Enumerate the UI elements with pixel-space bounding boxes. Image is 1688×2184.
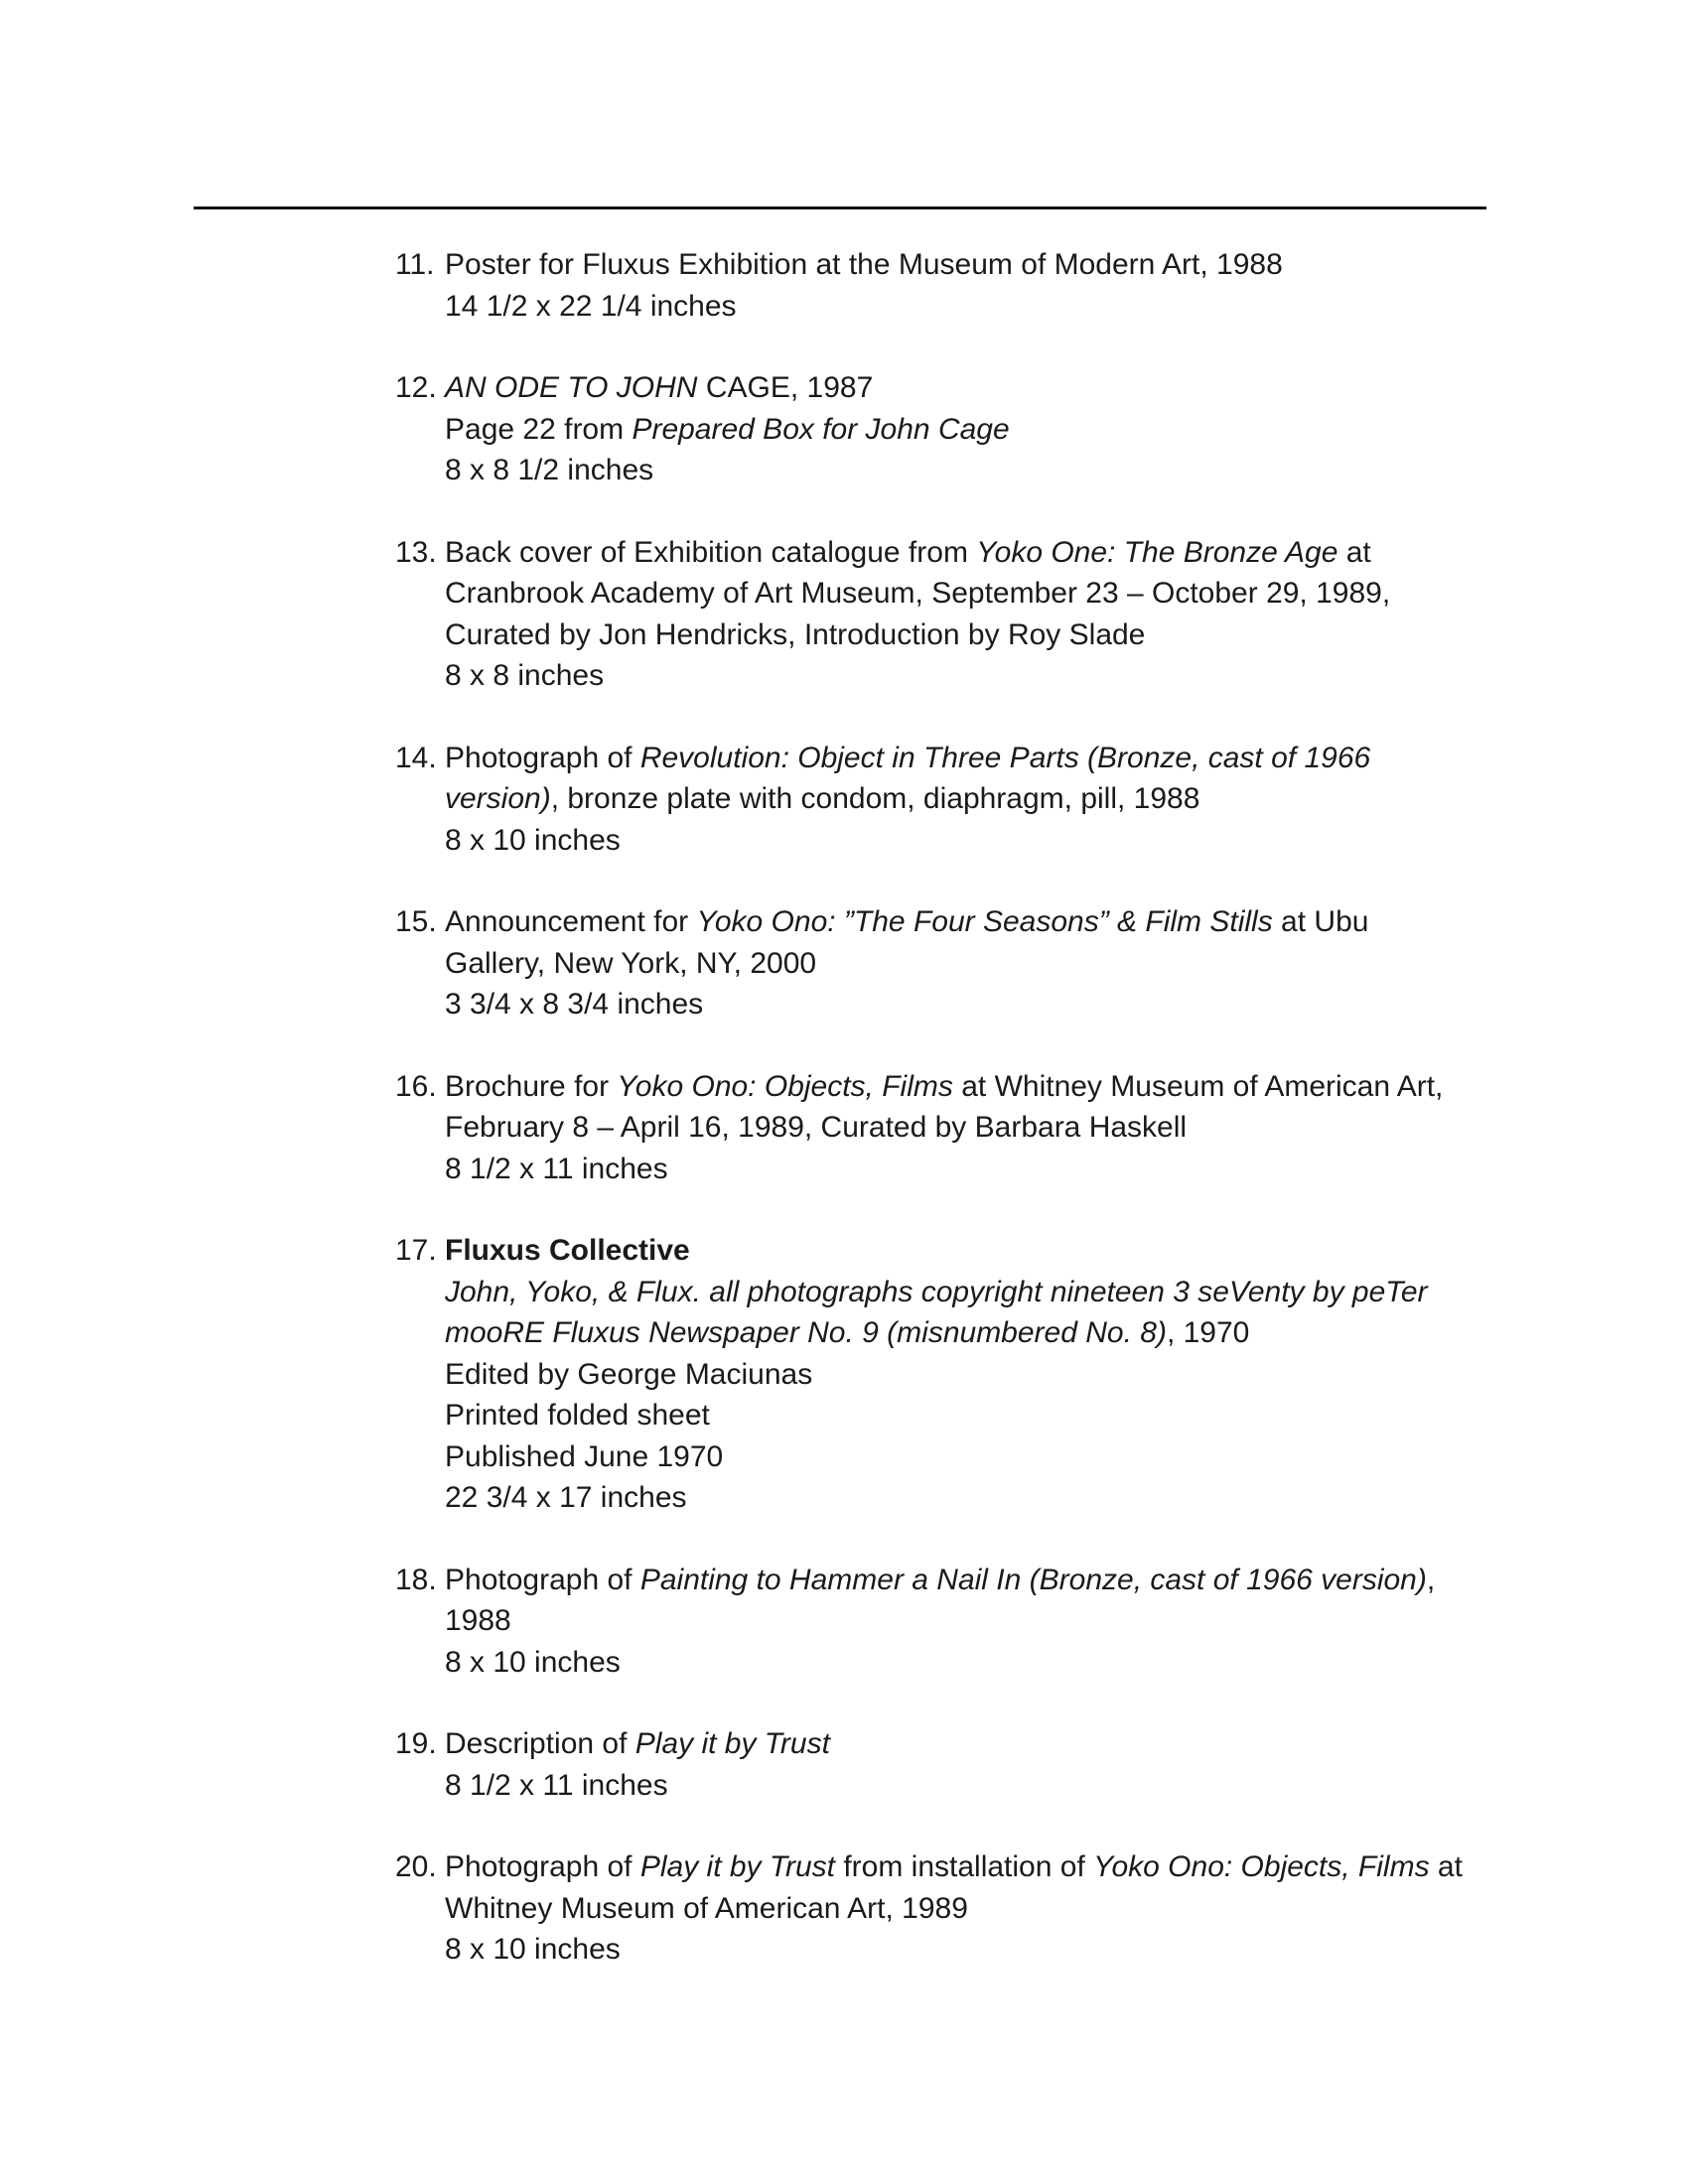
item-line <box>445 738 1507 779</box>
item-text: Curated by Jon Hendricks, Introduction by Roy Slade <box>445 617 1146 651</box>
item-text: , 1970 <box>1166 1316 1250 1349</box>
item-line <box>445 1312 1507 1354</box>
item-text: Poster for Fluxus Exhibition at the Museum of Modern Art, 1988 <box>445 248 1283 281</box>
italic-title-text: AN ODE TO JOHN <box>445 371 698 404</box>
exhibition-checklist <box>395 244 1507 2011</box>
item-text: Edited by George Maciunas <box>445 1357 813 1391</box>
checklist-item <box>395 1560 1507 1684</box>
item-text: , <box>1426 1563 1436 1596</box>
item-text: 8 x 8 inches <box>445 659 605 692</box>
item-text: Photograph of <box>445 741 640 774</box>
item-text: at <box>1337 535 1371 569</box>
item-text: , bronze plate with condom, diaphragm, pill, 1988 <box>550 782 1200 815</box>
item-line <box>445 450 1507 491</box>
item-text: 8 x 8 1/2 inches <box>445 454 654 486</box>
item-number: 11. <box>395 248 435 281</box>
italic-title-text: Play it by Trust <box>639 1850 835 1883</box>
item-number: 15. <box>395 905 437 938</box>
item-number: 17. <box>395 1234 437 1267</box>
item-text: at Whitney Museum of American Art, <box>952 1069 1444 1103</box>
checklist-item <box>395 1066 1507 1190</box>
item-line <box>445 984 1507 1025</box>
item-line <box>445 1149 1507 1190</box>
item-line <box>445 614 1507 656</box>
item-line <box>445 1888 1507 1930</box>
item-line <box>445 367 1507 409</box>
item-text: Printed folded sheet <box>445 1399 710 1432</box>
item-line <box>445 1846 1507 1888</box>
italic-title-text: Yoko Ono: Objects, Films <box>1093 1850 1430 1883</box>
item-text: 8 1/2 x 11 inches <box>445 1768 668 1802</box>
italic-title-text: Painting to Hammer a Nail In (Bronze, cast of 1966 version) <box>639 1563 1427 1596</box>
item-text: Back cover of Exhibition catalogue from <box>445 535 977 569</box>
item-line <box>445 1395 1507 1436</box>
item-text: CAGE, 1987 <box>697 371 874 404</box>
item-line <box>445 1230 1507 1272</box>
item-number: 19. <box>395 1727 437 1760</box>
item-text: 8 x 10 inches <box>445 823 621 857</box>
item-number: 13. <box>395 535 437 569</box>
italic-title-text: mooRE Fluxus Newspaper No. 9 (misnumbered No. 8) <box>445 1316 1167 1349</box>
item-number: 20. <box>395 1850 437 1883</box>
item-line <box>445 1723 1507 1765</box>
header-rule <box>194 206 1486 209</box>
item-line <box>445 1477 1507 1519</box>
italic-title-text: version) <box>445 782 551 815</box>
item-text: 8 x 10 inches <box>445 1933 621 1966</box>
item-text: 3 3/4 x 8 3/4 inches <box>445 988 704 1021</box>
item-text: at <box>1429 1850 1463 1883</box>
checklist-item <box>395 1846 1507 1971</box>
item-number: 16. <box>395 1069 437 1103</box>
item-number: 12. <box>395 371 437 404</box>
checklist-item <box>395 1723 1507 1806</box>
item-text: Cranbrook Academy of Art Museum, September 23 – October 29, 1989, <box>445 577 1391 610</box>
item-line <box>445 532 1507 574</box>
item-line <box>445 286 1507 328</box>
checklist-item <box>395 738 1507 862</box>
item-text: 8 1/2 x 11 inches <box>445 1152 668 1185</box>
checklist-item <box>395 244 1507 327</box>
item-line <box>445 1560 1507 1601</box>
item-line <box>445 1272 1507 1313</box>
item-text: Description of <box>445 1727 635 1760</box>
italic-title-text: Revolution: Object in Three Parts (Bronze, cast of 1966 <box>639 741 1371 774</box>
item-line <box>445 409 1507 451</box>
item-text: Fluxus Collective <box>445 1234 690 1267</box>
item-line <box>445 901 1507 943</box>
item-number: 14. <box>395 741 437 774</box>
item-line <box>445 1929 1507 1971</box>
item-line <box>445 1436 1507 1478</box>
item-line <box>445 943 1507 985</box>
item-text: Page 22 from <box>445 412 633 446</box>
checklist-item <box>395 901 1507 1025</box>
item-text: Published June 1970 <box>445 1439 724 1473</box>
item-text: at Ubu <box>1272 905 1369 938</box>
item-text: 14 1/2 x 22 1/4 inches <box>445 289 737 323</box>
item-text: Gallery, New York, NY, 2000 <box>445 946 817 980</box>
item-text: Whitney Museum of American Art, 1989 <box>445 1891 968 1925</box>
italic-title-text: Yoko One: The Bronze Age <box>976 535 1338 569</box>
item-text: February 8 – April 16, 1989, Curated by Barbara Haskell <box>445 1111 1188 1144</box>
item-line <box>445 1765 1507 1807</box>
checklist-item <box>395 532 1507 697</box>
item-line <box>445 1600 1507 1642</box>
item-line <box>445 655 1507 697</box>
italic-title-text: Play it by Trust <box>634 1727 830 1760</box>
item-line <box>445 1107 1507 1149</box>
italic-title-text: John, Yoko, & Flux. all photographs copyright nineteen 3 seVenty by peTer <box>445 1275 1428 1308</box>
item-text: Announcement for <box>445 905 697 938</box>
item-text: 8 x 10 inches <box>445 1645 621 1679</box>
item-text: 22 3/4 x 17 inches <box>445 1481 687 1514</box>
item-line <box>445 778 1507 820</box>
checklist-item <box>395 367 1507 491</box>
item-line <box>445 1642 1507 1684</box>
item-line <box>445 573 1507 614</box>
item-text: from installation of <box>835 1850 1094 1883</box>
item-line <box>445 820 1507 862</box>
item-text: Brochure for <box>445 1069 618 1103</box>
item-text: Photograph of <box>445 1563 640 1596</box>
italic-title-text: Yoko Ono: Objects, Films <box>617 1069 953 1103</box>
item-text: Photograph of <box>445 1850 640 1883</box>
italic-title-text: Yoko Ono: ”The Four Seasons” & Film Stills <box>696 905 1273 938</box>
italic-title-text: Prepared Box for John Cage <box>632 412 1010 446</box>
item-number: 18. <box>395 1563 437 1596</box>
item-line <box>445 244 1507 286</box>
item-line <box>445 1066 1507 1108</box>
item-text: 1988 <box>445 1604 511 1637</box>
item-line <box>445 1354 1507 1396</box>
checklist-item <box>395 1230 1507 1519</box>
